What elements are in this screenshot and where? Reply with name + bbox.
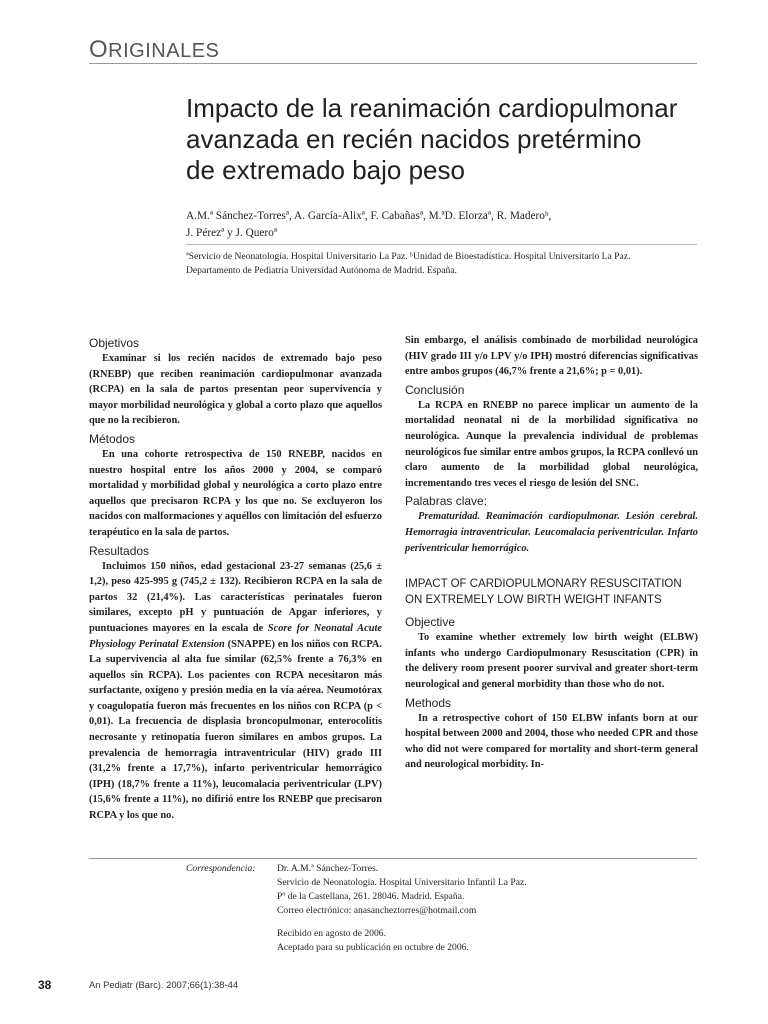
heading-methods: Methods xyxy=(405,695,452,710)
accepted-date: Aceptado para su publicación en octubre de 2006. xyxy=(277,942,469,953)
heading-objective: Objective xyxy=(405,615,456,630)
paragraph-resultados: Incluimos 150 niños, edad gestacional 23-27 semanas (25,6 ± 1,2), peso 425-995 g (745,2 ± 132). Recibieron RCPA en la sala de partos 32 (21,4%). Las características perinatales fueron similares, excepto pH y puntuación de Apgar inferiores, y puntuaciones mayores en la escala de Score for Neonatal Acute Physiology Perinatal Extension (SNAPPE) en los niños con RCPA. La supervivencia al alta fue similar (62,5% frente a 76,3% en aquellos sin RCPA). Los pacientes con RCPA necesitaron más surfactante, oxígeno y presión media en la vía aérea. Neumotórax y coagulopatía fueron más frecuentes en los niños con RCPA (p < 0,01). La frecuencia de displasia broncopulmonar, enterocolitis necrosante y retinopatía fueron similares en ambos grupos. La prevalencia de hemorragia intraventricular (HIV) grado III (31,2% frente a 17,7%), infarto periventricular hemorrágico (IPH) (18,7% frente a 11%), leucomalacia periventricular (LPV) (15,6% frente a 11%), no difirió entre los RNEBP que precisaron RCPA y los que no. xyxy=(89,560,383,822)
authors-line: A.M.ª Sánchez-Torresª, A. García-Alixª, F. Cabañasª, M.ªD. Elorzaª, R. Maderoᵇ, xyxy=(186,210,552,222)
author-list xyxy=(186,208,696,242)
correspondence-body xyxy=(277,862,527,955)
affiliation-line: ªServicio de Neonatología. Hospital Universitario La Paz. ᵇUnidad de Bioestadística. Hospital Universitario La Paz. xyxy=(186,251,631,262)
correspondence-line: Pº de la Castellana, 261. 28046. Madrid. España. xyxy=(277,891,465,902)
paragraph-conclusion: La RCPA en RNEBP no parece implicar un aumento de la mortalidad neonatal ni de la morbilidad significativa no neurológica. Aunque la prevalencia individual de problemas neurológicos fue similar entre ambos grupos, la RCPA conllevó un claro aumento de la morbilidad global neurológica, incrementando tres veces el riesgo de lesión del SNC. xyxy=(405,399,698,489)
correspondence-label: Correspondencia: xyxy=(186,863,256,874)
received-date: Recibido en agosto de 2006. xyxy=(277,928,386,939)
paragraph-metodos: En una cohorte retrospectiva de 150 RNEBP, nacidos en nuestro hospital entre los años 2000 y 2004, se comparó mortalidad y morbilidad global y neurológica a corto plazo entre aquellos que precisaron RCPA y los que no. Se excluyeron los nacidos con malformaciones y aquéllos con limitación del esfuerzo terapéutico en la sala de partos. xyxy=(89,448,382,538)
correspondence-divider xyxy=(89,858,697,859)
journal-citation: An Pediatr (Barc). 2007;66(1):38-44 xyxy=(89,979,239,990)
abstract-column-left xyxy=(89,333,382,824)
heading-objetivos: Objetivos xyxy=(89,336,140,350)
affiliation-line: Departamento de Pediatría Universidad Autónoma de Madrid. España. xyxy=(186,265,457,276)
title-line: de extremado bajo peso xyxy=(186,155,465,185)
authors-line: J. Pérezª y J. Queroª xyxy=(186,227,277,239)
heading-resultados: Resultados xyxy=(89,543,150,558)
page-number: 38 xyxy=(38,978,52,992)
section-label: ORIGINALES xyxy=(89,36,220,63)
abstract-column-right xyxy=(405,333,698,773)
section-divider xyxy=(89,63,697,64)
paragraph-methods: In a retrospective cohort of 150 ELBW infants born at our hospital between 2000 and 2004, those who needed CPR and those who did not were compared for mortality and short-term general and neurological morbidity. In- xyxy=(405,712,698,771)
correspondence-block xyxy=(186,862,706,955)
correspondence-line: Dr. A.M.ª Sánchez-Torres. xyxy=(277,863,379,874)
correspondence-email: Correo electrónico: anasancheztorres@hotmail.com xyxy=(277,905,477,916)
correspondence-line: Servicio de Neonatología. Hospital Universitario Infantil La Paz. xyxy=(277,877,527,888)
heading-metodos: Métodos xyxy=(89,431,136,446)
heading-palabras-clave: Palabras clave: xyxy=(405,494,488,509)
paragraph-continued: Sin embargo, el análisis combinado de morbilidad neurológica (HIV grado III y/o LPV y/o IPH) mostró diferencias significativas entre ambos grupos (46,7% frente a 21,6%; p = 0,01). xyxy=(405,335,698,378)
affiliations xyxy=(186,250,701,278)
paragraph-keywords: Prematuridad. Reanimación cardiopulmonar. Lesión cerebral. Hemorragia intraventricular. Leucomalacia periventricular. Infarto periventricular hemorrágico. xyxy=(405,511,698,554)
title-line: Impacto de la reanimación cardiopulmonar xyxy=(186,93,678,123)
paragraph-objetivos: Examinar si los recién nacidos de extremado bajo peso (RNEBP) que reciben reanimación cardiopulmonar avanzada (RCPA) en la sala de partos presentan peor supervivencia y mayor morbilidad neurológica y global a corto plazo que aquellos que no la recibieron. xyxy=(89,353,382,427)
paragraph-objective: To examine whether extremely low birth weight (ELBW) infants who undergo Cardiopulmonary Resuscitation (CPR) in the delivery room present poorer survival and greater short-term neurological and general morbidity than those who do not. xyxy=(405,632,698,690)
english-title: IMPACT OF CARDIOPULMONARY RESUSCITATION ON EXTREMELY LOW BIRTH WEIGHT INFANTS xyxy=(405,578,682,607)
article-title xyxy=(186,93,716,186)
heading-conclusion: Conclusión xyxy=(405,382,465,397)
title-line: avanzada en recién nacidos pretérmino xyxy=(186,124,642,154)
italic-scale-name: Score for Neonatal Acute Physiology Perinatal Extension xyxy=(89,622,383,650)
authors-divider xyxy=(186,244,697,245)
